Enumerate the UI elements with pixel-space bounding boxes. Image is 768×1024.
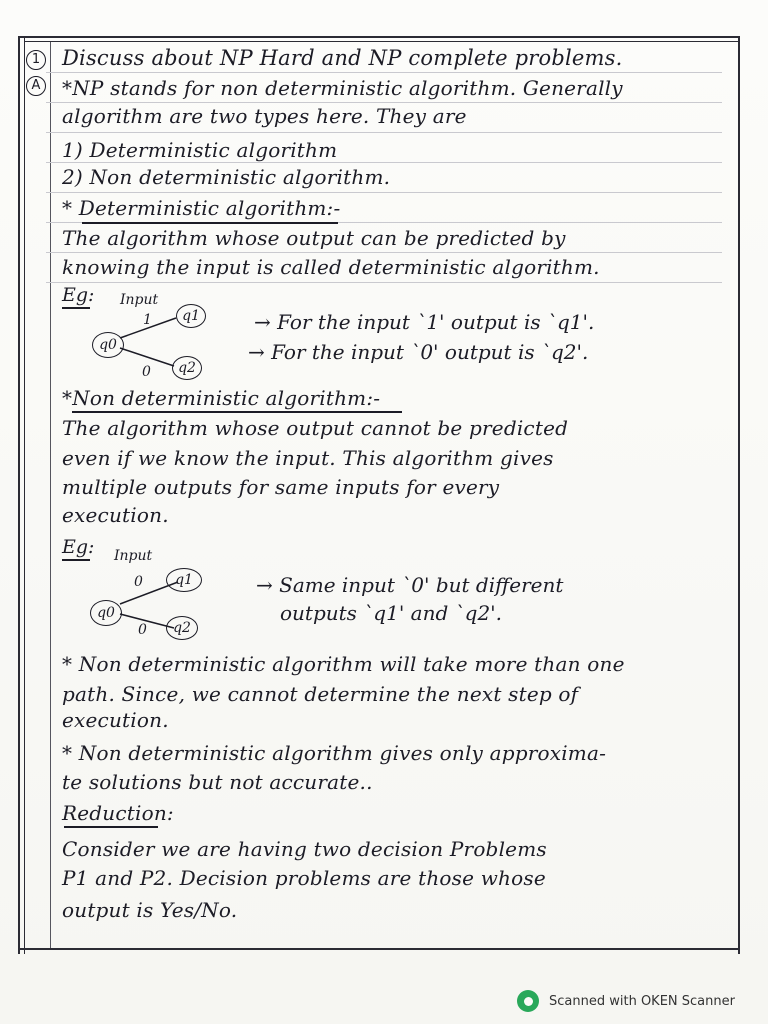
body-line: execution.	[62, 708, 169, 732]
body-line: *NP stands for non deterministic algorithm. Generally	[62, 76, 623, 100]
state-q0: q0	[90, 600, 122, 626]
example-note: → Same input `0' but different	[256, 573, 564, 597]
input-label: Input	[114, 548, 153, 564]
example-note: → For the input `1' output is `q1'.	[254, 310, 595, 334]
example-note: → For the input `0' output is `q2'.	[248, 340, 589, 364]
question-marker: 1	[26, 50, 46, 70]
body-line: 1) Deterministic algorithm	[62, 138, 338, 162]
state-q1: q1	[166, 568, 202, 592]
ruled-line	[46, 132, 722, 133]
body-line: * Non deterministic algorithm will take more than one	[62, 652, 625, 676]
body-line: P1 and P2. Decision problems are those whose	[62, 866, 546, 890]
edge-label: 0	[138, 622, 147, 638]
example-label: Eg:	[62, 536, 95, 558]
state-q0: q0	[92, 332, 124, 358]
edge-label: 0	[142, 364, 151, 380]
ruled-line	[46, 282, 722, 283]
body-line: path. Since, we cannot determine the next step of	[62, 682, 579, 706]
ruled-line	[46, 192, 722, 193]
border-right	[738, 36, 740, 954]
edge-label: 1	[143, 312, 152, 328]
ruled-line	[46, 72, 722, 73]
heading-underline	[72, 411, 402, 413]
margin-line	[50, 42, 51, 948]
body-line: * Non deterministic algorithm gives only approxima-	[62, 741, 607, 765]
body-line: execution.	[62, 503, 169, 527]
ruled-line	[46, 102, 722, 103]
body-line: te solutions but not accurate..	[62, 770, 373, 794]
state-q2: q2	[172, 356, 202, 380]
body-line: output is Yes/No.	[62, 898, 238, 922]
edge-label: 0	[134, 574, 143, 590]
answer-marker: A	[26, 76, 46, 96]
body-line: Consider we are having two decision Problems	[62, 837, 547, 861]
scanner-logo-icon	[517, 990, 539, 1012]
body-line: The algorithm whose output cannot be predicted	[62, 416, 569, 440]
section-heading-nondeterministic: *Non deterministic algorithm:-	[62, 386, 381, 410]
border-bottom	[18, 948, 740, 950]
example-note: outputs `q1' and `q2'.	[280, 601, 503, 625]
ruled-line	[46, 252, 722, 253]
scanner-watermark-text: Scanned with OKEN Scanner	[549, 993, 735, 1009]
body-line: algorithm are two types here. They are	[62, 104, 467, 128]
heading-underline	[64, 826, 158, 828]
example-label: Eg:	[62, 284, 95, 306]
state-q1: q1	[176, 304, 206, 328]
body-line: knowing the input is called deterministic algorithm.	[62, 255, 600, 279]
body-line: multiple outputs for same inputs for every	[62, 475, 500, 499]
automaton-diagram-2	[86, 548, 236, 644]
border-top-inner	[24, 41, 740, 42]
border-left-inner	[24, 36, 25, 954]
input-label: Input	[120, 292, 159, 308]
body-line: The algorithm whose output can be predicted by	[62, 226, 566, 250]
state-q2: q2	[166, 616, 198, 640]
border-left	[18, 36, 20, 954]
scanner-watermark	[517, 990, 735, 1012]
section-heading-deterministic: * Deterministic algorithm:-	[62, 196, 341, 220]
heading-underline	[82, 222, 338, 224]
body-line: even if we know the input. This algorithm gives	[62, 446, 554, 470]
body-line: 2) Non deterministic algorithm.	[62, 165, 391, 189]
question-title: Discuss about NP Hard and NP complete problems.	[62, 46, 623, 70]
section-heading-reduction: Reduction:	[62, 801, 174, 825]
ruled-line	[46, 162, 722, 163]
border-top	[18, 36, 740, 38]
